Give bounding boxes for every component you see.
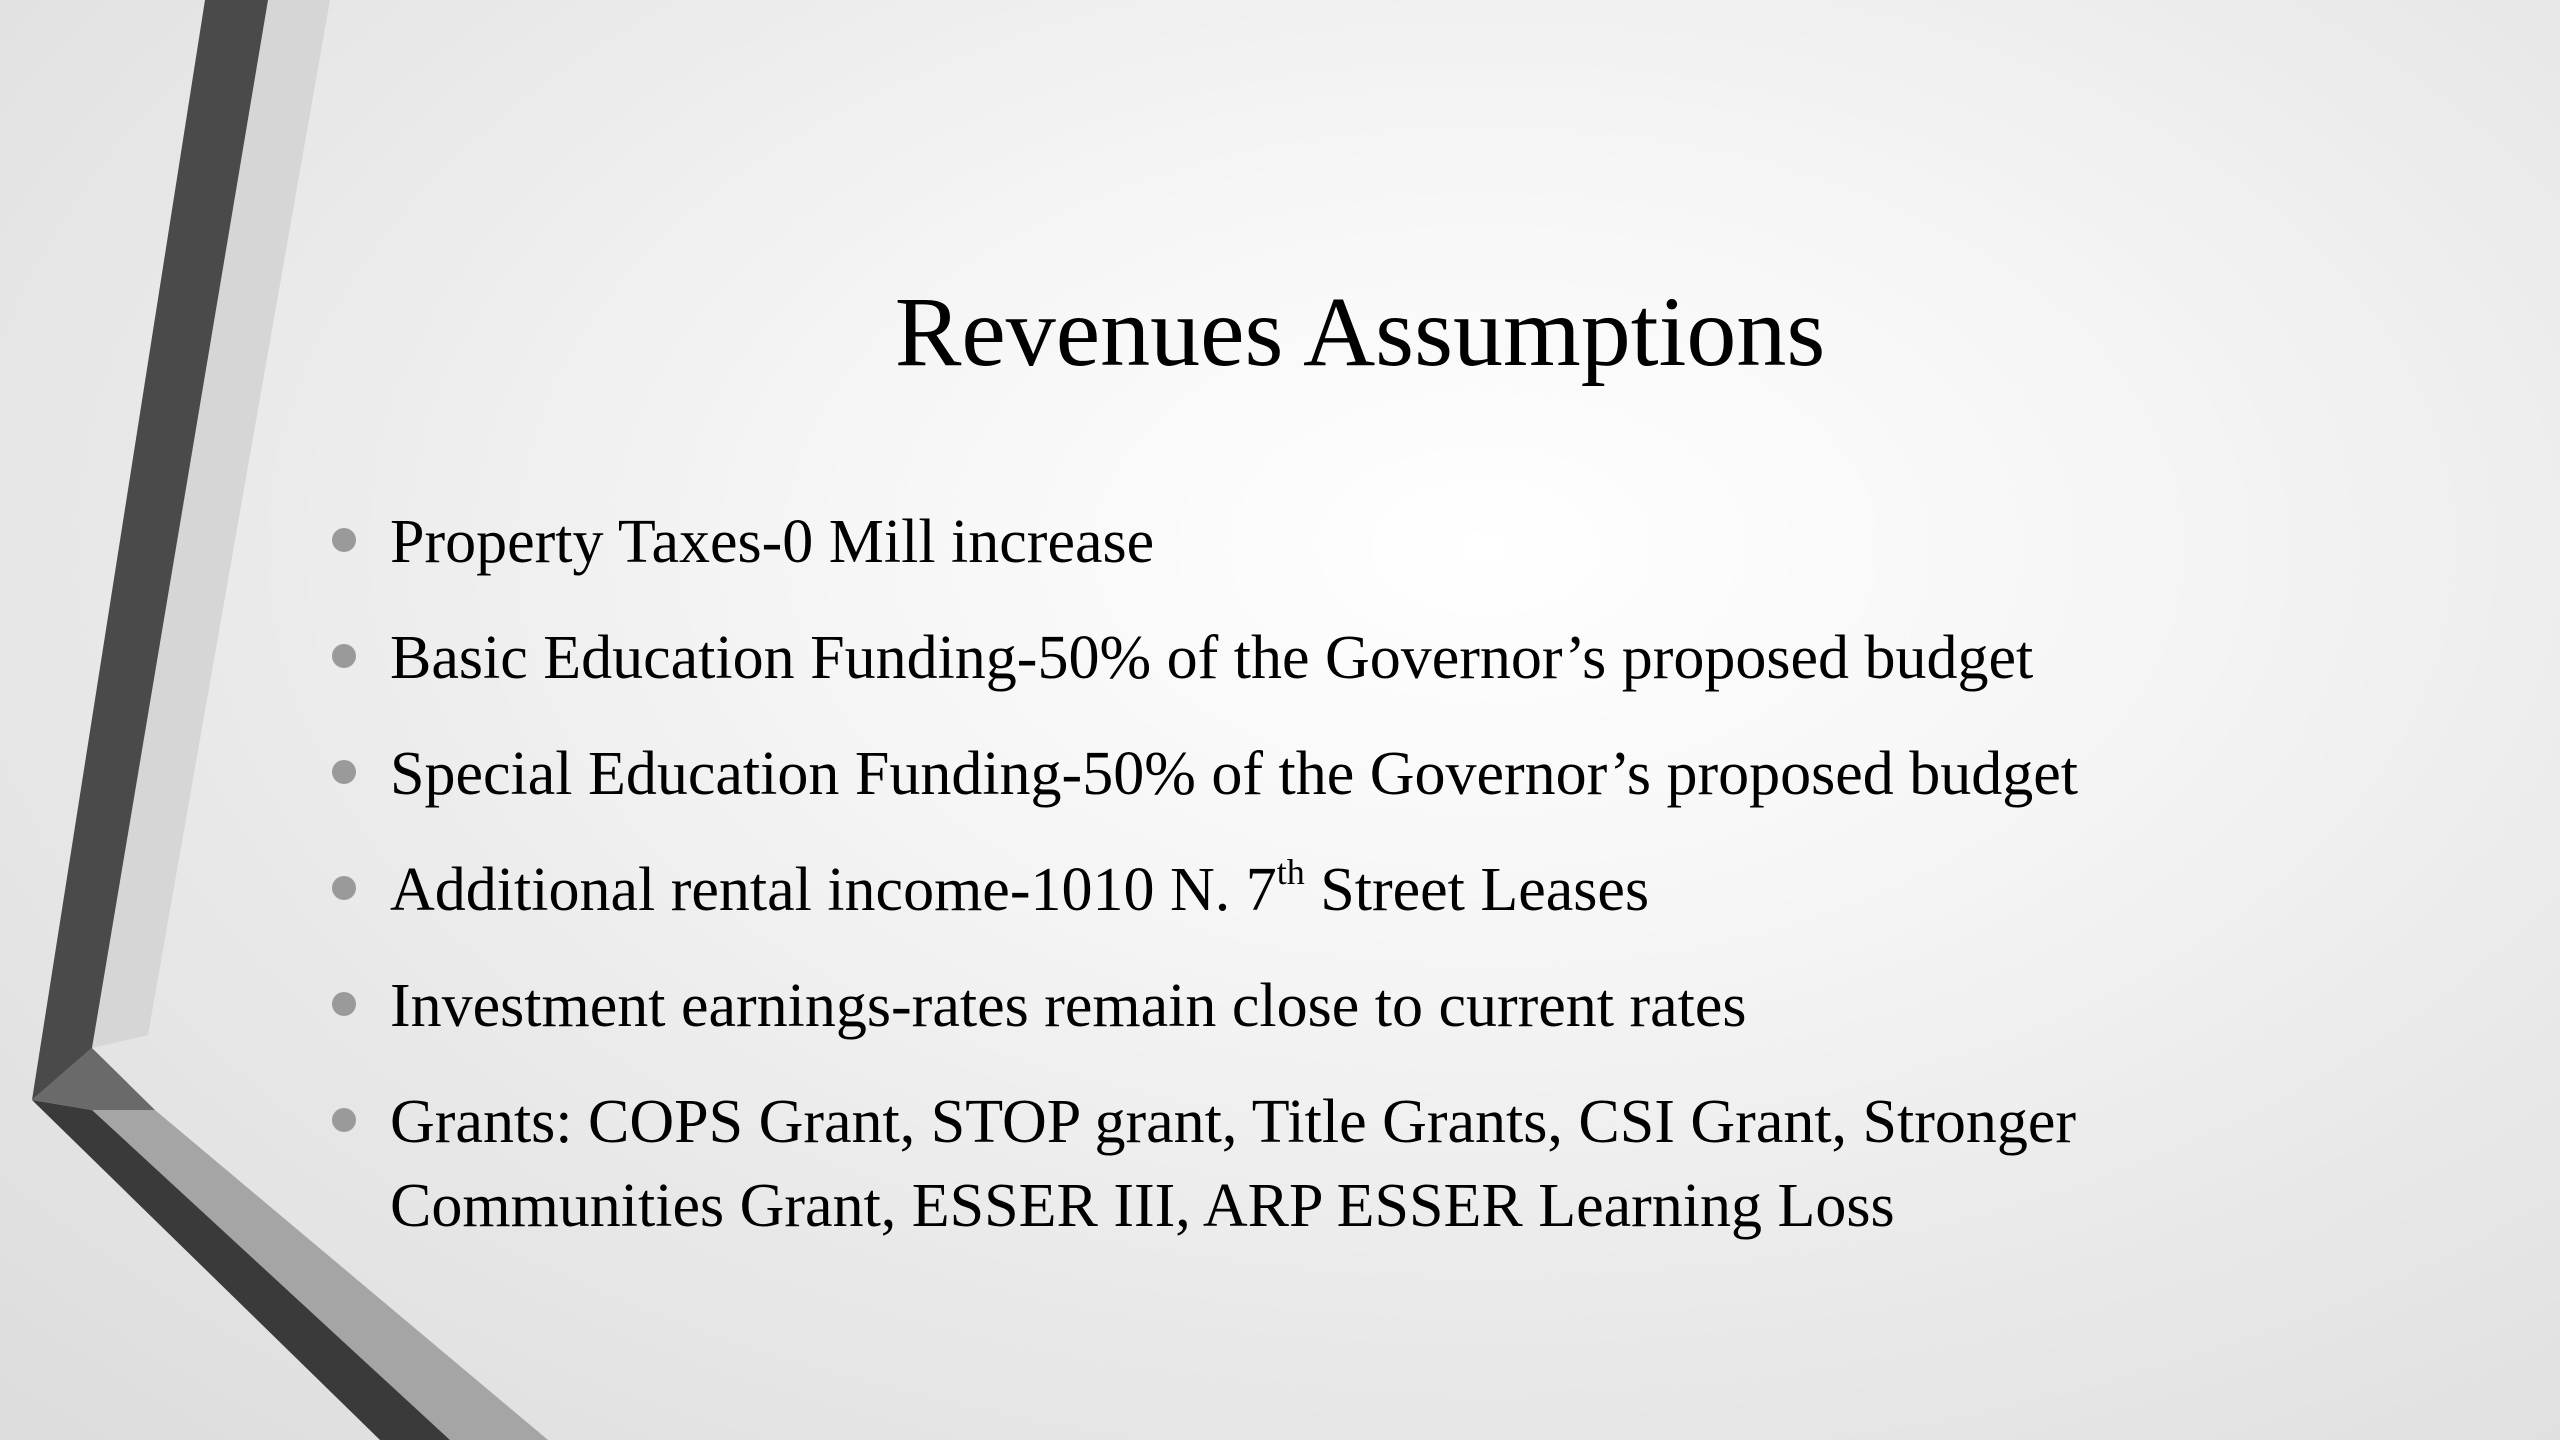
lower-dark-bar [32,1100,450,1440]
bullet-dot-icon [332,876,356,900]
bullet-text [390,852,1650,924]
slide-title: Revenues Assumptions [894,276,1826,387]
bullet-text: Property Taxes-0 Mill increase [390,508,1155,576]
bullet-text: Special Education Funding-50% of the Governor’s proposed budget [390,740,2079,808]
bullet-text: Grants: COPS Grant, STOP grant, Title Grants, CSI Grant, Stronger Communities Grant, ESSER III, ARP ESSER Learning Loss [390,1088,2077,1240]
bullet-text: Basic Education Funding-50% of the Governor’s proposed budget [390,624,2034,692]
bullet-dot-icon [332,992,356,1016]
bullet-list [390,500,2350,1280]
bullet-text-after: Street Leases [1304,856,1650,924]
ordinal-superscript: th [1276,852,1305,892]
bullet-text: Investment earnings-rates remain close to current rates [390,972,1747,1040]
bullet-item-grants [390,1080,2350,1248]
bullet-item-investment-earnings [390,964,2350,1048]
bullet-text-before: Additional rental income-1010 N. 7 [390,856,1277,924]
bullet-item-property-taxes [390,500,2350,584]
bullet-item-basic-education [390,616,2350,700]
bullet-dot-icon [332,1108,356,1132]
bullet-dot-icon [332,528,356,552]
bullet-item-special-education [390,732,2350,816]
bullet-item-rental-income [390,848,2350,932]
bullet-dot-icon [332,760,356,784]
bullet-dot-icon [332,644,356,668]
